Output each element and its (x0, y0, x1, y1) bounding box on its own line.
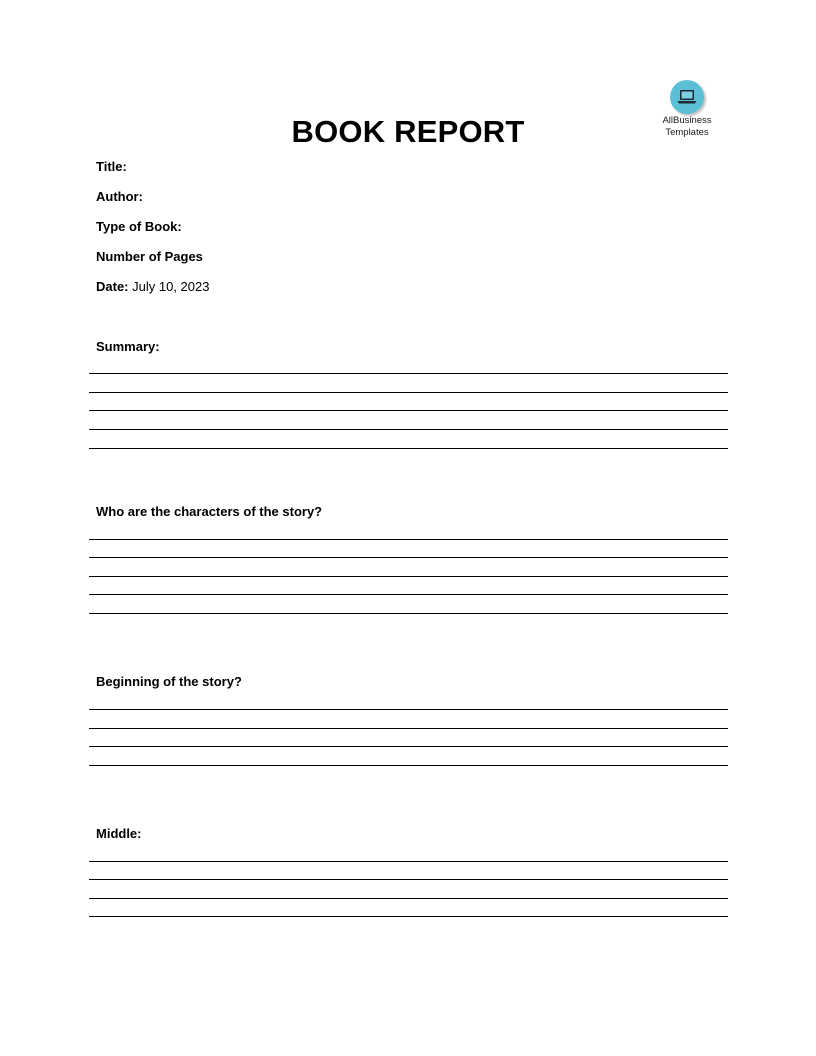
title-field (96, 159, 127, 174)
date-value: July 10, 2023 (128, 279, 210, 294)
beginning-heading: Beginning of the story? (96, 674, 242, 689)
beginning-line (89, 765, 728, 766)
logo-badge (670, 80, 704, 114)
characters-line (89, 613, 728, 614)
document-title: BOOK REPORT (291, 114, 525, 149)
date-label: Date: (96, 279, 129, 294)
middle-line (89, 916, 728, 917)
summary-line (89, 373, 728, 374)
laptop-icon (677, 89, 697, 105)
logo-text-line2: Templates (665, 127, 709, 138)
characters-heading: Who are the characters of the story? (96, 504, 323, 519)
beginning-line (89, 709, 728, 710)
summary-line (89, 448, 728, 449)
date-field (96, 279, 209, 294)
middle-line (89, 861, 728, 862)
number-of-pages-field (96, 249, 203, 264)
summary-line (89, 410, 728, 411)
title-label: Title: (96, 159, 127, 174)
logo-text-line1: AllBusiness (662, 115, 712, 126)
beginning-line (89, 728, 728, 729)
summary-line (89, 392, 728, 393)
middle-heading: Middle: (96, 826, 142, 841)
middle-line (89, 898, 728, 899)
author-field (96, 189, 143, 204)
characters-line (89, 594, 728, 595)
characters-line (89, 557, 728, 558)
number-of-pages-label: Number of Pages (96, 249, 203, 264)
type-of-book-label: Type of Book: (96, 219, 182, 234)
summary-heading: Summary: (96, 339, 160, 354)
middle-line (89, 879, 728, 880)
beginning-line (89, 746, 728, 747)
type-of-book-field (96, 219, 182, 234)
characters-line (89, 539, 728, 540)
author-label: Author: (96, 189, 143, 204)
summary-line (89, 429, 728, 430)
characters-line (89, 576, 728, 577)
